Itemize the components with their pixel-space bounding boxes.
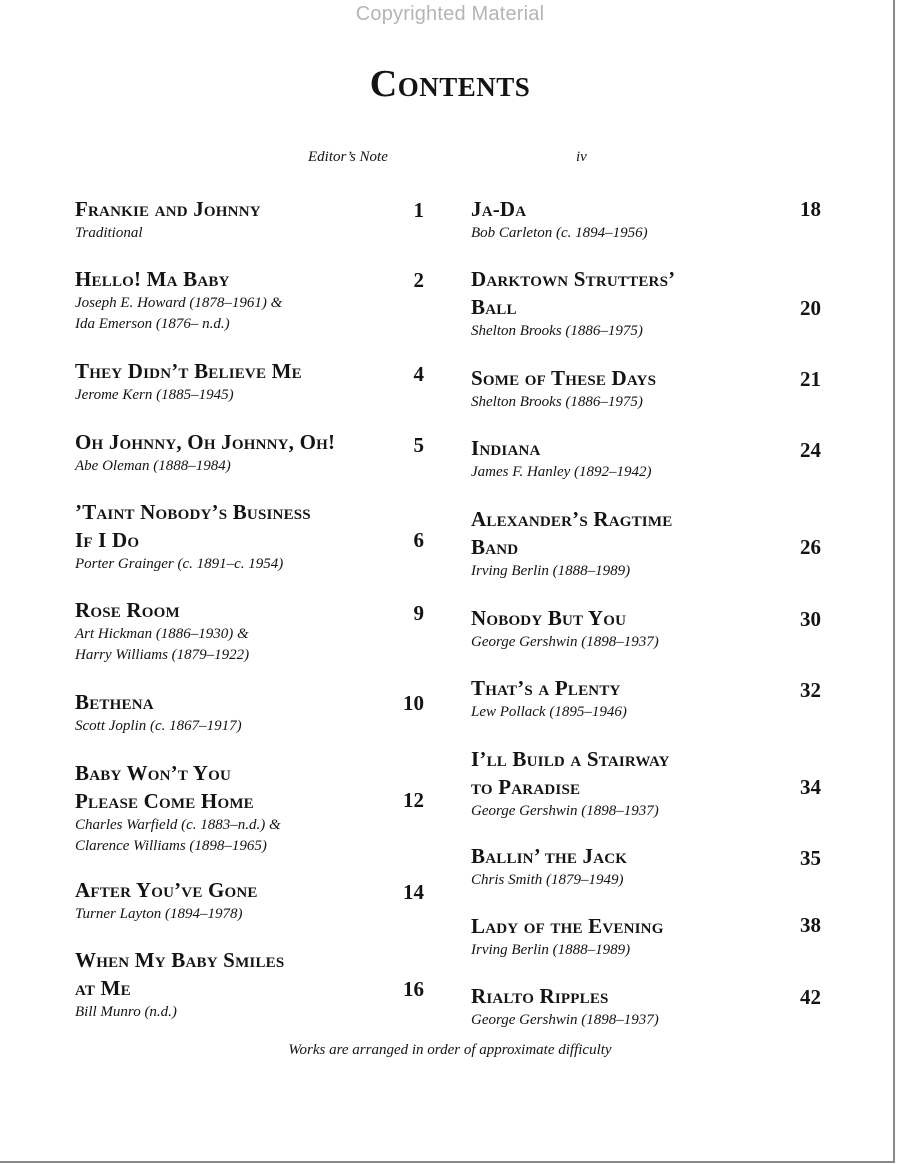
toc-entry xyxy=(75,357,302,406)
entry-page-number: 38 xyxy=(800,913,821,937)
entry-page-number: 10 xyxy=(403,691,424,715)
toc-entry xyxy=(471,364,656,413)
entry-title: Baby Won’t You xyxy=(75,761,231,785)
entry-page-number: 18 xyxy=(800,197,821,221)
toc-entry xyxy=(75,876,258,925)
entry-page-number: 16 xyxy=(403,977,424,1001)
toc-entry xyxy=(75,498,311,575)
toc-entry xyxy=(471,434,652,483)
entry-title: Some of These Days xyxy=(471,366,657,390)
toc-entry xyxy=(471,745,670,822)
toc-entry xyxy=(75,195,261,244)
toc-entry xyxy=(471,195,648,244)
entry-title: Lady of the Evening xyxy=(471,914,664,938)
entry-page-number: 4 xyxy=(413,362,424,386)
entry-page-number: 35 xyxy=(800,846,821,870)
editors-note-label: Editor’s Note xyxy=(308,149,388,165)
toc-entry xyxy=(471,505,672,582)
entry-page-number: 34 xyxy=(800,775,821,799)
entry-page-number: 21 xyxy=(800,367,821,391)
page-title: Contents xyxy=(369,63,531,105)
entry-composer: Chris Smith (1879–1949) xyxy=(471,872,624,888)
toc-entry xyxy=(471,265,675,342)
entry-title: Ball xyxy=(471,295,517,319)
toc-entry xyxy=(471,912,664,961)
entry-composer: Scott Joplin (c. 1867–1917) xyxy=(75,718,242,734)
entry-page-number: 30 xyxy=(800,607,821,631)
entry-page-number: 14 xyxy=(403,880,424,904)
entry-page-number: 12 xyxy=(403,788,424,812)
entry-title: They Didn’t Believe Me xyxy=(75,359,302,383)
entry-page-number: 26 xyxy=(800,535,821,559)
entry-page-number: 42 xyxy=(800,985,821,1009)
toc-entry xyxy=(75,688,242,737)
entry-composer: Shelton Brooks (1886–1975) xyxy=(471,394,643,410)
entry-composer: Irving Berlin (1888–1989) xyxy=(471,563,631,579)
entry-title: to Paradise xyxy=(471,775,581,799)
entry-composer: Harry Williams (1879–1922) xyxy=(75,647,250,663)
entry-composer: Bill Munro (n.d.) xyxy=(75,1004,177,1020)
toc-entry xyxy=(75,759,281,857)
entry-page-number: 32 xyxy=(800,678,821,702)
entry-composer: James F. Hanley (1892–1942) xyxy=(471,464,652,480)
toc-entry xyxy=(471,674,627,723)
editors-note-page: iv xyxy=(576,149,587,165)
footer-note: Works are arranged in order of approximate difficulty xyxy=(288,1042,612,1058)
toc-entry xyxy=(75,265,282,335)
entry-title: Nobody But You xyxy=(471,606,627,630)
entry-composer: George Gershwin (1898–1937) xyxy=(471,634,659,650)
entry-composer: Turner Layton (1894–1978) xyxy=(75,906,243,922)
entry-composer: Shelton Brooks (1886–1975) xyxy=(471,323,643,339)
entry-composer: Irving Berlin (1888–1989) xyxy=(471,942,631,958)
entry-composer: Bob Carleton (c. 1894–1956) xyxy=(471,225,648,241)
entry-composer: Art Hickman (1886–1930) & xyxy=(75,626,249,642)
entry-page-number: 2 xyxy=(413,268,424,292)
copyright-watermark: Copyrighted Material xyxy=(355,3,545,25)
entry-title: ’Taint Nobody’s Business xyxy=(75,500,311,524)
entry-title: at Me xyxy=(75,976,131,1000)
entry-page-number: 5 xyxy=(413,433,424,457)
entry-title: When My Baby Smiles xyxy=(75,948,285,972)
entry-composer: Jerome Kern (1885–1945) xyxy=(75,387,234,403)
entry-title: Ballin’ the Jack xyxy=(471,844,628,868)
entry-title: That’s a Plenty xyxy=(471,676,621,700)
entry-title: Rialto Ripples xyxy=(471,984,609,1008)
entry-composer: George Gershwin (1898–1937) xyxy=(471,1012,659,1028)
toc-entry xyxy=(75,596,249,666)
entry-page-number: 20 xyxy=(800,296,821,320)
entry-title: Please Come Home xyxy=(75,789,254,813)
toc-entry xyxy=(471,604,659,653)
entry-title: Rose Room xyxy=(75,598,180,622)
entry-title: Oh Johnny, Oh Johnny, Oh! xyxy=(75,430,336,454)
toc-entry xyxy=(75,946,284,1023)
entry-page-number: 6 xyxy=(413,528,424,552)
entry-title: Ja-Da xyxy=(471,197,527,221)
entry-title: After You’ve Gone xyxy=(75,878,258,902)
entry-title: Alexander’s Ragtime xyxy=(471,507,673,531)
entry-composer: Porter Grainger (c. 1891–c. 1954) xyxy=(75,556,284,572)
entry-title: Indiana xyxy=(471,436,541,460)
entry-page-number: 9 xyxy=(413,601,424,625)
entry-title: Hello! Ma Baby xyxy=(75,267,230,291)
entry-title: I’ll Build a Stairway xyxy=(471,747,670,771)
entry-composer: Charles Warfield (c. 1883–n.d.) & xyxy=(75,817,281,833)
toc-entry xyxy=(471,842,627,891)
entry-composer: Abe Oleman (1888–1984) xyxy=(75,458,231,474)
entry-composer: Clarence Williams (1898–1965) xyxy=(75,838,267,854)
entry-composer: George Gershwin (1898–1937) xyxy=(471,803,659,819)
entry-composer: Lew Pollack (1895–1946) xyxy=(471,704,627,720)
entry-title: Frankie and Johnny xyxy=(75,197,261,221)
entry-title: If I Do xyxy=(75,528,140,552)
entry-composer: Joseph E. Howard (1878–1961) & xyxy=(75,295,283,311)
entry-page-number: 1 xyxy=(413,198,424,222)
entry-title: Bethena xyxy=(75,690,154,714)
entry-page-number: 24 xyxy=(800,438,821,462)
entry-composer: Traditional xyxy=(75,225,143,241)
entry-composer: Ida Emerson (1876– n.d.) xyxy=(75,316,230,332)
entry-title: Band xyxy=(471,535,519,559)
toc-entry xyxy=(75,428,335,477)
entry-title: Darktown Strutters’ xyxy=(471,267,676,291)
toc-entry xyxy=(471,982,659,1031)
